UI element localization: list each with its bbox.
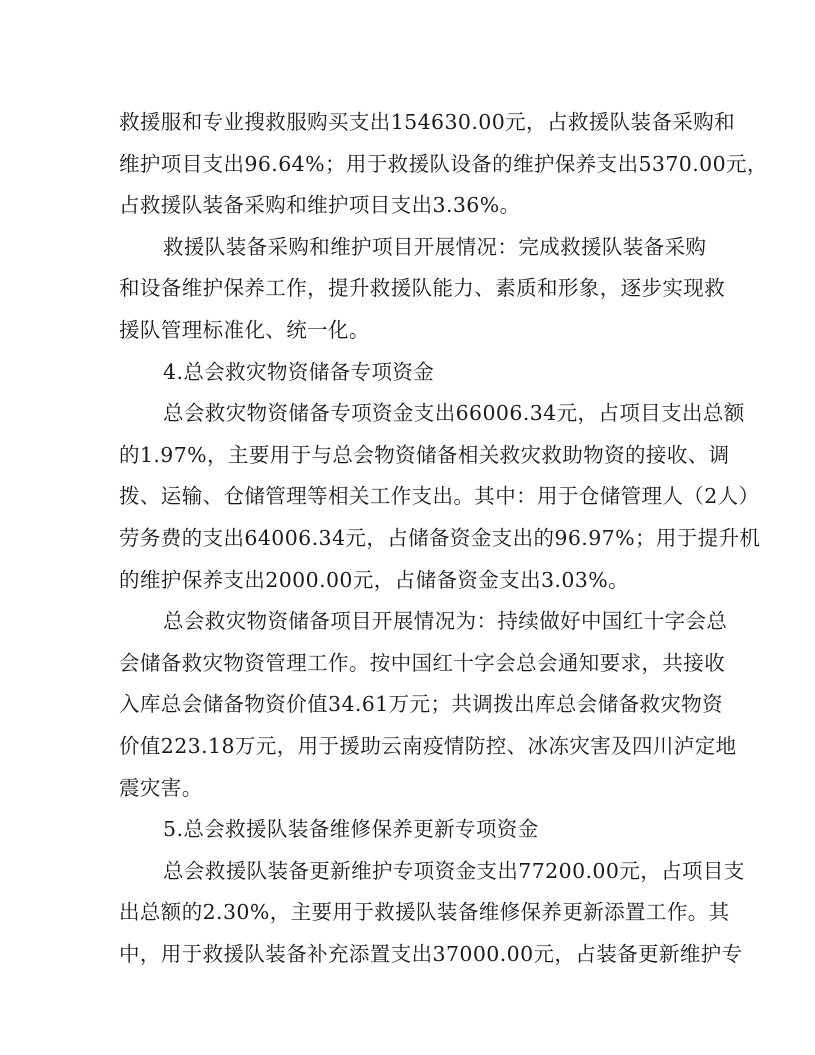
text-line: 和设备维护保养工作，提升救援队能力、素质和形象，逐步实现救 bbox=[119, 276, 726, 301]
text-line: 救援队装备采购和维护项目开展情况：完成救援队装备采购 bbox=[163, 234, 707, 259]
text-line: 的1.97%，主要用于与总会物资储备相关救灾救助物资的接收、调 bbox=[119, 442, 730, 467]
text-line: 拨、运输、仓储管理等相关工作支出。其中：用于仓储管理人（2人） bbox=[119, 484, 760, 509]
text-line: 会储备救灾物资管理工作。按中国红十字会总会通知要求，共接收 bbox=[119, 650, 726, 675]
text-line: 入库总会储备物资价值34.61万元；共调拨出库总会储备救灾物资 bbox=[119, 692, 724, 717]
text-line: 震灾害。 bbox=[119, 775, 203, 800]
text-line: 中，用于救援队装备补充添置支出37000.00元，占装备更新维护专 bbox=[119, 941, 743, 966]
text-line: 总会救灾物资储备专项资金支出66006.34元，占项目支出总额 bbox=[163, 401, 745, 426]
text-line: 的维护保养支出2000.00元，占储备资金支出3.03%。 bbox=[119, 567, 629, 592]
text-line: 维护项目支出96.64%；用于救援队设备的维护保养支出5370.00元， bbox=[119, 151, 768, 176]
text-line: 总会救援队装备更新维护专项资金支出77200.00元，占项目支 bbox=[163, 858, 745, 883]
text-line: 价值223.18万元，用于援助云南疫情防控、冰冻灾害及四川泸定地 bbox=[119, 733, 737, 758]
text-line: 总会救灾物资储备项目开展情况为：持续做好中国红十字会总 bbox=[163, 609, 728, 634]
text-line: 出总额的2.30%，主要用于救援队装备维修保养更新添置工作。其 bbox=[119, 900, 730, 925]
text-line: 劳务费的支出64006.34元，占储备资金支出的96.97%；用于提升机 bbox=[119, 525, 761, 550]
text-line: 4.总会救灾物资储备专项资金 bbox=[163, 359, 435, 384]
text-line: 援队管理标准化、统一化。 bbox=[119, 317, 370, 342]
text-line: 5.总会救援队装备维修保养更新专项资金 bbox=[163, 817, 539, 842]
text-line: 占救援队装备采购和维护项目支出3.36%。 bbox=[119, 193, 521, 218]
document-body bbox=[119, 102, 768, 975]
text-line: 救援服和专业搜救服购买支出154630.00元，占救援队装备采购和 bbox=[119, 110, 736, 134]
